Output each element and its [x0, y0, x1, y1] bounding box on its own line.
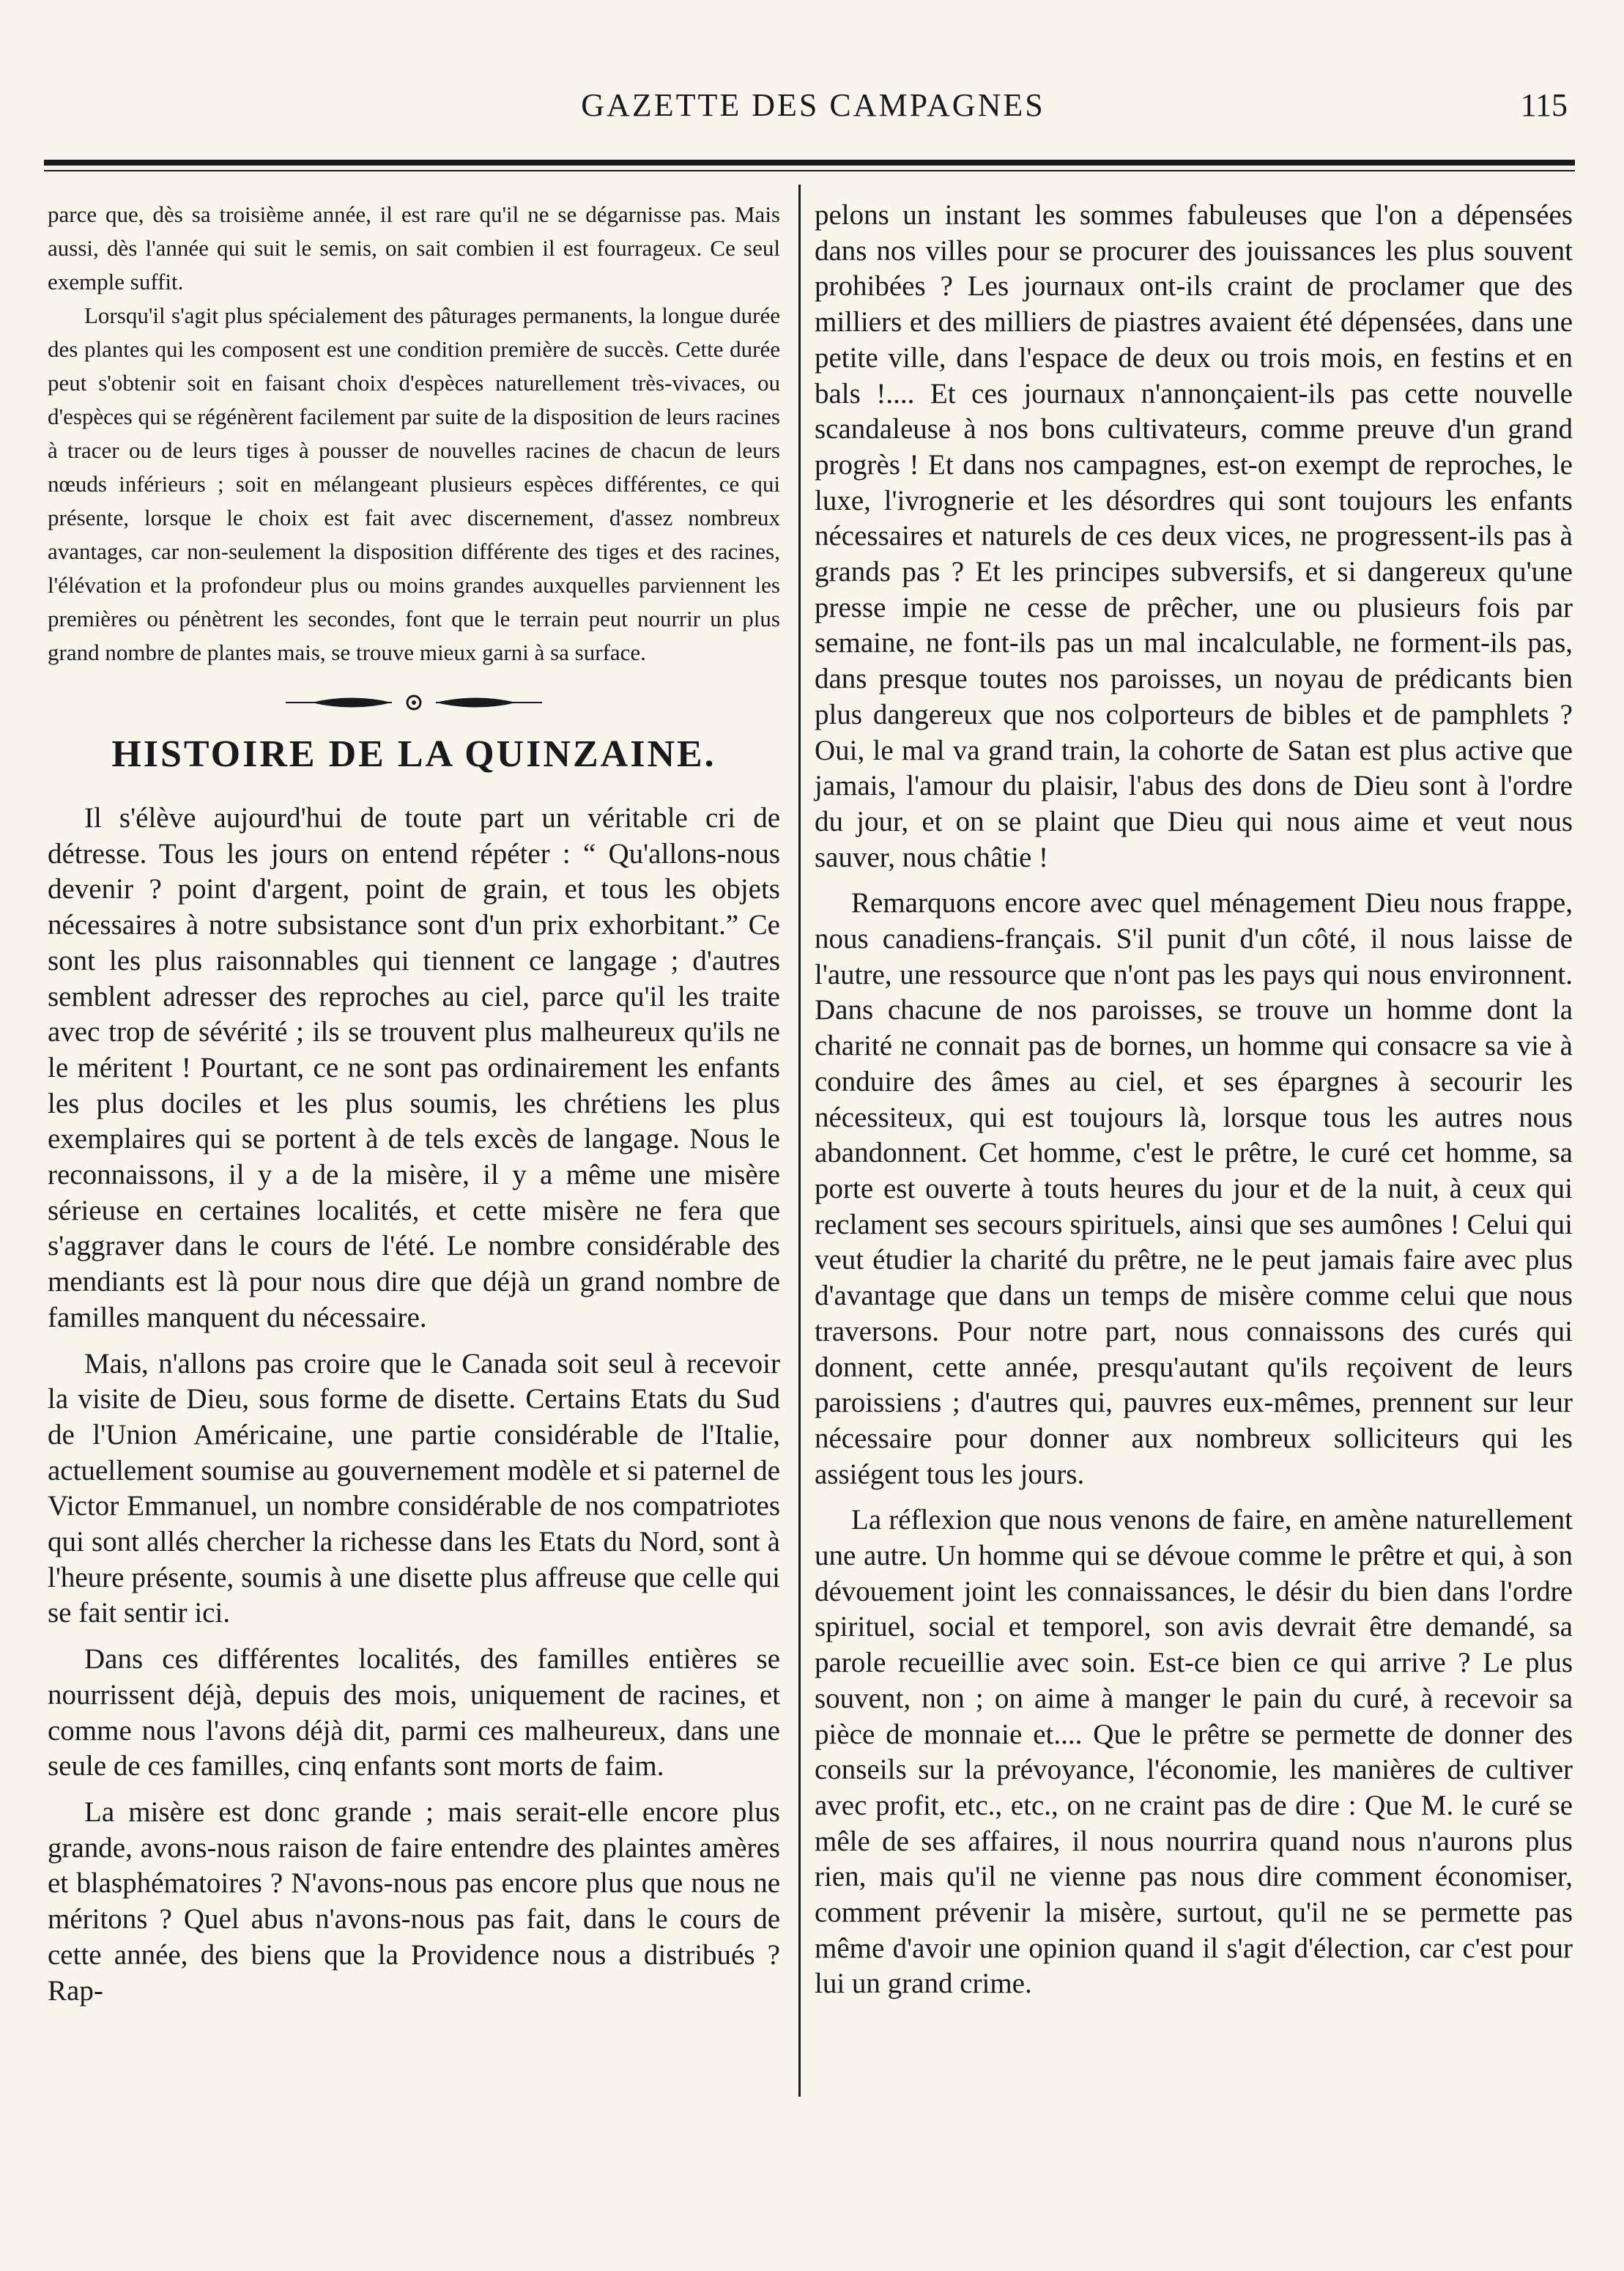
- header-rule-thin: [44, 170, 1575, 171]
- page-header: [44, 86, 1582, 138]
- header-rule-thick: [44, 160, 1575, 166]
- article-paragraph: Dans ces différentes localités, des familles entières se nourrissent déjà, depuis des mois, uniquement de racines, et comme nous l'avons déjà dit, parmi ces malheureux, dans une seule de ces familles, cinq enfants sont morts de faim.: [48, 1643, 780, 1782]
- intro-paragraph: parce que, dès sa troisième année, il est rare qu'il ne se dégarnisse pas. Mais aussi, dès l'année qui suit le semis, on sait combien il est fourrageux. Ce seul exemple suffit.: [48, 201, 780, 294]
- page-number: 115: [1520, 87, 1568, 123]
- article-paragraph: Mais, n'allons pas croire que le Canada soit seul à recevoir la visite de Dieu, sous forme de disette. Certains Etats du Sud de l'Union Américaine, une partie considérable de l'Italie, actuellement soumise au gouvernement modèle et si paternel de Victor Emmanuel, un nombre considérable de nos compatriotes qui sont allés chercher la richesse dans les Etats du Nord, sont à l'heure présente, soumis à une disette plus affreuse que celle qui se fait sentir ici.: [48, 1347, 780, 1629]
- left-column: [48, 198, 780, 2019]
- running-title: GAZETTE DES CAMPAGNES: [581, 87, 1045, 123]
- section-title: HISTOIRE DE LA QUINZAINE.: [111, 733, 716, 775]
- article-paragraph: Remarquons encore avec quel ménagement Dieu nous frappe, nous canadiens-français. S'il punit d'un côté, il nous laisse de l'autre, une ressource que n'ont pas les pays qui nous environnent. Dans chacune de nos paroisses, se trouve un homme dont la charité ne connait pas de bornes, un homme qui consacre sa vie à conduire des âmes au ciel, et ses épargnes à secourir les nécessiteux, qui est toujours là, lorsque tous les autres nous abandonnent. Cet homme, c'est le prêtre, le curé cet homme, sa porte est ouverte à touts heures du jour et de la nuit, à ceux qui reclament ses secours spirituels, ainsi que ses aumônes ! Celui qui veut étudier la charité du prêtre, ne le peut jamais faire avec plus d'avantage que dans un temps de misère comme celui que nous traversons. Pour notre part, nous connaissons des curés qui donnent, cette année, presqu'autant qu'ils reçoivent de leurs paroissiens ; d'autres qui, pauvres eux-mêmes, prennent sur leur nécessaire pour donner aux nombreux solliciteurs qui les assiégent tous les jours.: [815, 887, 1573, 1490]
- article-paragraph: pelons un instant les sommes fabuleuses que l'on a dépensées dans nos villes pour se procurer des jouissances les plus souvent prohibées ? Les journaux ont-ils craint de proclamer que des milliers et des milliers de piastres avaient été dépensées, dans une petite ville, dans l'espace de deux ou trois mois, en festins et en bals !.... Et ces journaux n'annonçaient-ils pas cette nouvelle scandaleuse à nos bons cultivateurs, comme preuve d'un grand progrès ! Et dans nos campagnes, est-on exempt de reproches, le luxe, l'ivrognerie et les désordres qui sont toujours les enfants nécessaires et naturels de ces deux vices, ne progressent-ils pas à grands pas ? Et les principes subversifs, et si dangereux qu'une presse impie ne cesse de prêcher, une ou plusieurs fois par semaine, ne font-ils pas un mal incalculable, ne forment-ils pas, dans presque toutes nos paroisses, un noyau de prédicants bien plus dangereux que nos colporteurs de bibles et de pamphlets ? Oui, le mal va grand train, la cohorte de Satan est plus active que jamais, l'amour du plaisir, l'abus des dons de Dieu sont à l'ordre du jour, et on se plaint que Dieu qui nous aime et veut nous sauver, nous châtie !: [815, 199, 1573, 873]
- right-column: [815, 198, 1573, 2012]
- column-divider: [798, 185, 801, 2097]
- article-paragraph: Il s'élève aujourd'hui de toute part un véritable cri de détresse. Tous les jours on entend répéter : “ Qu'allons-nous devenir ? point d'argent, point de grain, et tous les objets nécessaires à notre subsistance sont d'un prix exhorbitant.” Ce sont les plus raisonnables qui tiennent ce langage ; d'autres semblent adresser des reproches au ciel, parce qu'il les traite avec trop de sévérité ; ils se trouvent plus malheureux qu'ils ne le méritent ! Pourtant, ce ne sont pas ordinairement les enfants les plus dociles et les plus soumis, les chrétiens les plus exemplaires qui se portent à de tels excès de langage. Nous le reconnaissons, il y a de la misère, il y a même une misère sérieuse en certaines localités, et cette misère ne fera que s'aggraver dans le cours de l'été. Le nombre considérable des mendiants est là pour nous dire que déjà un grand nombre de familles manquent du nécessaire.: [48, 802, 780, 1333]
- intro-paragraph: Lorsqu'il s'agit plus spécialement des pâturages permanents, la longue durée des plantes qui les composent est une condition première de succès. Cette durée peut s'obtenir soit en faisant choix d'espèces naturellement très-vivaces, ou d'espèces qui se régénèrent facilement par suite de la disposition de leurs racines à tracer ou de leurs tiges à pousser de nouvelles racines de chacun de leurs nœuds inférieurs ; soit en mélangeant plusieurs espèces différentes, ce qui présente, lorsque le choix est fait avec discernement, d'assez nombreux avantages, car non-seulement la disposition différente des tiges et des racines, l'élévation et la profondeur plus ou moins grandes auxquelles parviennent les premières ou pénètrent les secondes, font que le terrain peut nourrir un plus grand nombre de plantes mais, se trouve mieux garni à sa surface.: [48, 303, 780, 665]
- ornament-divider-icon: [282, 692, 546, 714]
- article-paragraph: La réflexion que nous venons de faire, en amène naturellement une autre. Un homme qui se dévoue comme le prêtre et qui, à son dévouement joint les connaissances, le désir du bien dans l'ordre spirituel, social et temporel, son avis devrait être demandé, sa parole recueillie avec soin. Est-ce bien ce qui arrive ? Le plus souvent, non ; on aime à manger le pain du curé, à recevoir sa pièce de monnaie et.... Que le prêtre se permette de donner des conseils sur la prévoyance, l'économie, les manières de cultiver avec profit, etc., etc., on ne craint pas de dire : Que M. le curé se mêle de ses affaires, il nous nourrira quand nous n'aurons plus rien, mais qu'il ne vienne pas nous dire comment économiser, comment prévenir la misère, surtout, qu'il ne se permette pas même d'avoir une opinion quand il s'agit d'élection, car c'est pour lui un grand crime.: [815, 1504, 1573, 2000]
- article-paragraph: La misère est donc grande ; mais serait-elle encore plus grande, avons-nous raison de faire entendre des plaintes amères et blasphématoires ? N'avons-nous pas encore plus que nous ne méritons ? Quel abus n'avons-nous pas fait, dans le cours de cette année, des biens que la Providence nous a distribués ? Rap-: [48, 1796, 780, 2007]
